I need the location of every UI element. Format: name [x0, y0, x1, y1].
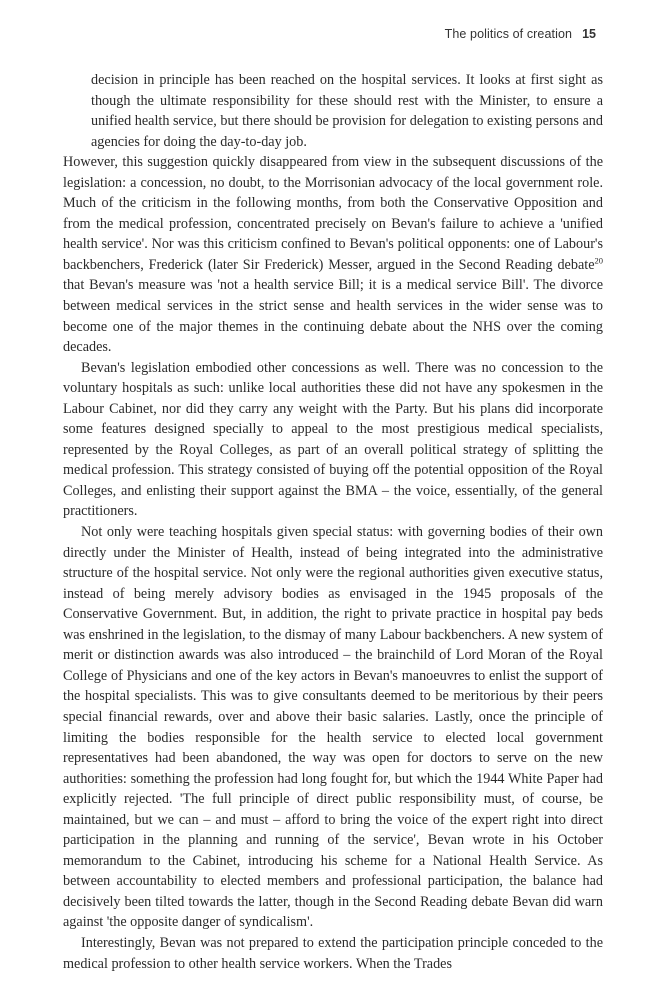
running-head-title: The politics of creation	[444, 27, 573, 41]
paragraph-1	[63, 152, 603, 357]
paragraph-2: Bevan's legislation embodied other concessions as well. There was no concession to the voluntary hospitals as such: unlike local authorities these did not have any spokesmen in the Labour Cabinet, nor did they carry any weight with the Party. But his plans did incorporate some features designed specially to appeal to the most prestigious medical specialists, represented by the Royal Colleges, as part of an overall political strategy of splitting the medical profession. This strategy consisted of buying off the potential opposition of the Royal Colleges, and enlisting their support against the BMA – the voice, essentially, of the general practitioners.	[63, 359, 603, 520]
page-number: 15	[582, 27, 596, 41]
block-quote-text: decision in principle has been reached on the hospital services. It looks at first sight as though the ultimate responsibility for these should rest with the Minister, to ensure a unified health service, but there should be provision for delegation to existing persons and agencies for doing the day-to-day job.	[91, 72, 603, 150]
paragraph-4: Interestingly, Bevan was not prepared to extend the participation principle conceded to the medical profession to other health service workers. When the Trades	[63, 934, 603, 972]
running-head	[445, 27, 596, 41]
paragraph-1-text-after: that Bevan's measure was 'not a health service Bill; it is a medical service Bill'. The divorce between medical services in the strict sense and health services in the wider sense was to become one of the major themes in the continuing debate about the NHS over the coming decades.	[63, 277, 603, 356]
block-quote	[91, 70, 603, 152]
paragraph-3: Not only were teaching hospitals given special status: with governing bodies of their own directly under the Minister of Health, instead of being integrated into the administrative structure of the hospital service. Not only were the regional authorities given executive status, instead of being merely advisory bodies as envisaged in the 1945 proposals of the Conservative Government. But, in addition, the right to private practice in hospital pay beds was enshrined in the legislation, to the dismay of many Labour backbenchers. A new system of merit or distinction awards was also introduced – the brainchild of Lord Moran of the Royal College of Physicians and one of the key actors in Bevan's manoeuvres to enlist the support of the hospital specialists. This was to give consultants deemed to be meritorious by their peers special financial rewards, over and above their basic salaries. Lastly, once the principle of limiting the bodies responsible for the health service to elected local government representatives had been abandoned, the way was open for doctors to serve on the new authorities: something the profession had long fought for, but which the 1944 White Paper had explicitly rejected. 'The full principle of direct public responsibility must, of course, be maintained, but we can – and must – afford to bring the voice of the expert right into direct participation in the planning and running of the service', Bevan wrote in his October memorandum to the Cabinet, introducing his scheme for a National Health Service. As between accountability to elected members and professional participation, the balance had decisively been tilted towards the latter, though in the Second Reading debate Bevan did warn against 'the opposite danger of syndicalism'.	[63, 524, 603, 931]
footnote-marker: 20	[594, 255, 603, 266]
paragraph-1-text-before: However, this suggestion quickly disappeared from view in the subsequent discussions of the legislation: a concession, no doubt, to the Morrisonian advocacy of the local government role. Much of the criticism in the following months, from both the Conservative Opposition and from the medical profession, concentrated precisely on Bevan's failure to achieve a 'unified health service'. Nor was this criticism confined to Bevan's political opponents: one of Labour's backbenchers, Frederick (later Sir Frederick) Messer, argued in the Second Reading debate	[63, 154, 603, 273]
body-text	[63, 70, 603, 974]
